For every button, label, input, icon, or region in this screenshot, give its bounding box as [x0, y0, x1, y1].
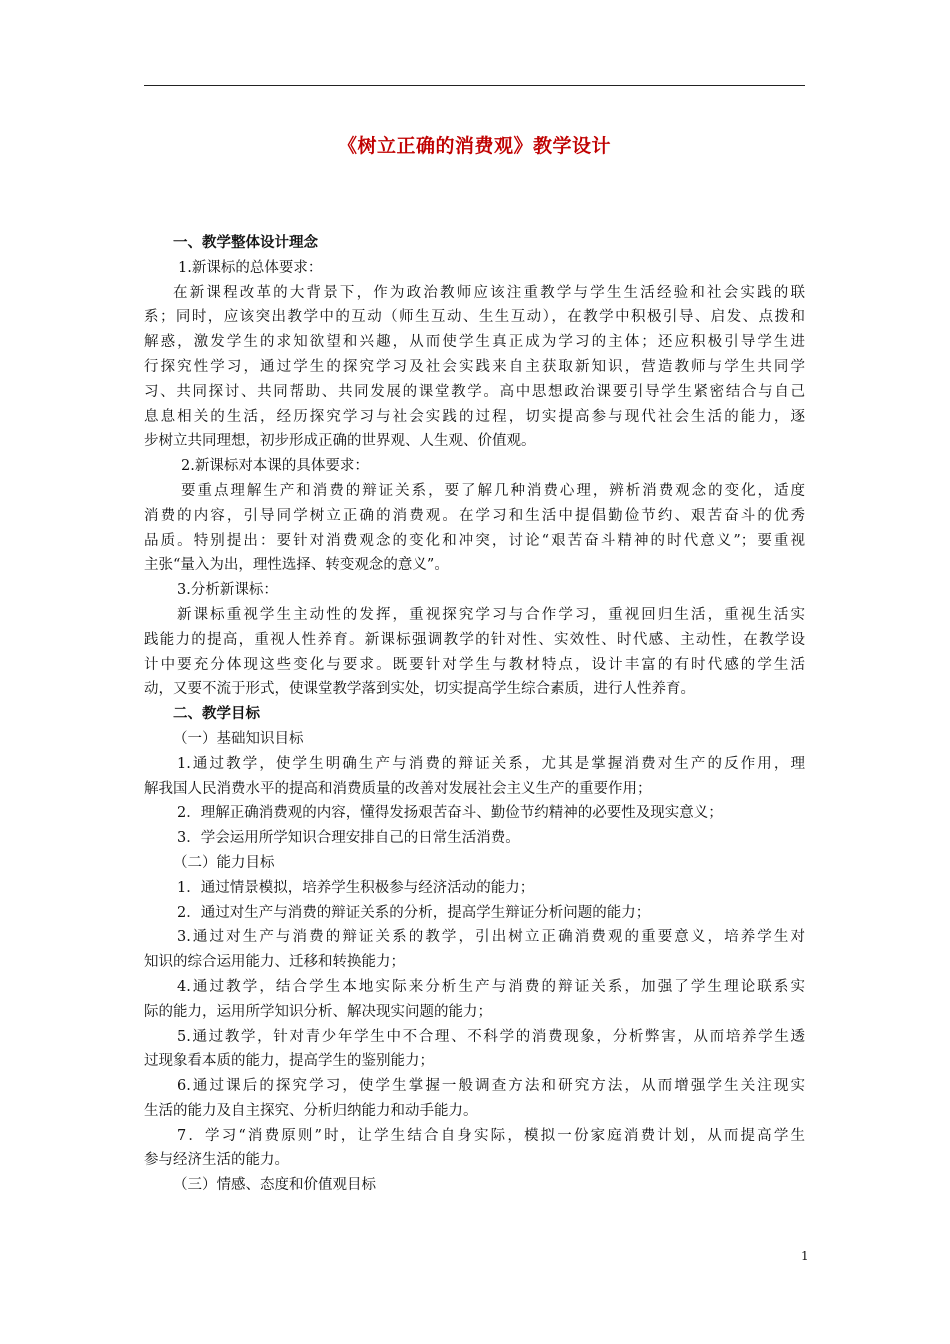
body-line: （一）基础知识目标 — [173, 730, 304, 747]
body-line: 1．通过情景模拟，培养学生积极参与经济活动的能力； — [177, 879, 535, 896]
document-title: 《树立正确的消费观》教学设计 — [337, 135, 611, 157]
body-line: 1.通过教学，使学生明确生产与消费的辩证关系，尤其是掌握消费对生产的反作用，理 — [177, 755, 805, 772]
body-line: 消费的内容，引导同学树立正确的消费观。在学习和生活中提倡勤俭节约、艰苦奋斗的优秀 — [144, 507, 805, 524]
page-number: 1 — [801, 1249, 809, 1263]
body-line: 在新课程改革的大背景下，作为政治教师应该注重教学与学生生活经验和社会实践的联 — [173, 284, 805, 301]
body-line: 新课标重视学生主动性的发挥，重视探究学习与合作学习，重视回归生活，重视生活实 — [177, 606, 805, 623]
body-line: 解我国人民消费水平的提高和消费质量的改善对发展社会主义生产的重要作用； — [144, 780, 652, 797]
body-line: 1.新课标的总体要求： — [178, 259, 323, 276]
header-rule — [144, 85, 805, 86]
body-line: 主张“量入为出，理性选择、转变观念的意义”。 — [144, 557, 449, 574]
body-line: 知识的综合运用能力、迁移和转换能力； — [144, 954, 405, 971]
body-line: 参与经济生活的能力。 — [144, 1152, 289, 1169]
body-line: 3．学会运用所学知识合理安排自己的日常生活消费。 — [177, 830, 520, 847]
body-line: 过现象看本质的能力，提高学生的鉴别能力； — [144, 1053, 434, 1070]
body-line: 2.新课标对本课的具体要求： — [181, 458, 369, 475]
body-line: 2．理解正确消费观的内容，懂得发扬艰苦奋斗、勤俭节约精神的必要性及现实意义； — [177, 805, 723, 822]
body-line: 生活的能力及自主探究、分析归纳能力和动手能力。 — [144, 1102, 478, 1119]
body-line: 步树立共同理想，初步形成正确的世界观、人生观、价值观。 — [144, 433, 536, 450]
body-line: 6.通过课后的探究学习，使学生掌握一般调查方法和研究方法，从而增强学生关注现实 — [177, 1078, 805, 1095]
body-line: 践能力的提高，重视人性养育。新课标强调教学的针对性、实效性、时代感、主动性，在教学设 — [144, 631, 805, 648]
body-line: 解惑，激发学生的求知欲望和兴趣，从而使学生真正成为学习的主体；还应积极引导学生进 — [144, 334, 805, 351]
body-line: 7．学习“消费原则”时，让学生结合自身实际，模拟一份家庭消费计划，从而提高学生 — [177, 1127, 805, 1144]
body-line: 际的能力，运用所学知识分析、解决现实问题的能力； — [144, 1003, 492, 1020]
body-line: 4.通过教学，结合学生本地实际来分析生产与消费的辩证关系，加强了学生理论联系实 — [177, 978, 805, 995]
document-body — [144, 231, 805, 1198]
body-line: 2．通过对生产与消费的辩证关系的分析，提高学生辩证分析问题的能力； — [177, 904, 651, 921]
body-line: 习、共同探讨、共同帮助、共同发展的课堂教学。高中思想政治课要引导学生紧密结合与自己 — [144, 383, 805, 400]
body-line: 要重点理解生产和消费的辩证关系，要了解几种消费心理，辨析消费观念的变化，适度 — [181, 482, 805, 499]
section-heading: 二、教学目标 — [173, 705, 260, 723]
body-line: 计中要充分体现这些变化与要求。既要针对学生与教材特点，设计丰富的有时代感的学生活 — [144, 656, 805, 673]
body-line: 行探究性学习，通过学生的探究学习及社会实践来自主获取新知识，营造教师与学生共同学 — [144, 358, 805, 375]
body-line: 3.分析新课标： — [177, 582, 278, 599]
body-line: 系；同时，应该突出教学中的互动（师生互动、生生互动），在教学中积极引导、启发、点拨和 — [144, 309, 805, 326]
body-line: 动，又要不流于形式，使课堂教学落到实处，切实提高学生综合素质，进行人性养育。 — [144, 681, 695, 698]
body-line: （三）情感、态度和价值观目标 — [173, 1177, 376, 1194]
body-line: 息息相关的生活，经历探究学习与社会实践的过程，切实提高参与现代社会生活的能力，逐 — [144, 408, 805, 425]
body-line: 3.通过对生产与消费的辩证关系的教学，引出树立正确消费观的重要意义，培养学生对 — [177, 929, 805, 946]
body-line: （二）能力目标 — [173, 854, 275, 871]
section-heading: 一、教学整体设计理念 — [173, 234, 318, 251]
body-line: 5.通过教学，针对青少年学生中不合理、不科学的消费现象，分析弊害，从而培养学生透 — [177, 1028, 805, 1045]
body-line: 品质。特别提出：要针对消费观念的变化和冲突，讨论“艰苦奋斗精神的时代意义”；要重视 — [144, 532, 805, 549]
